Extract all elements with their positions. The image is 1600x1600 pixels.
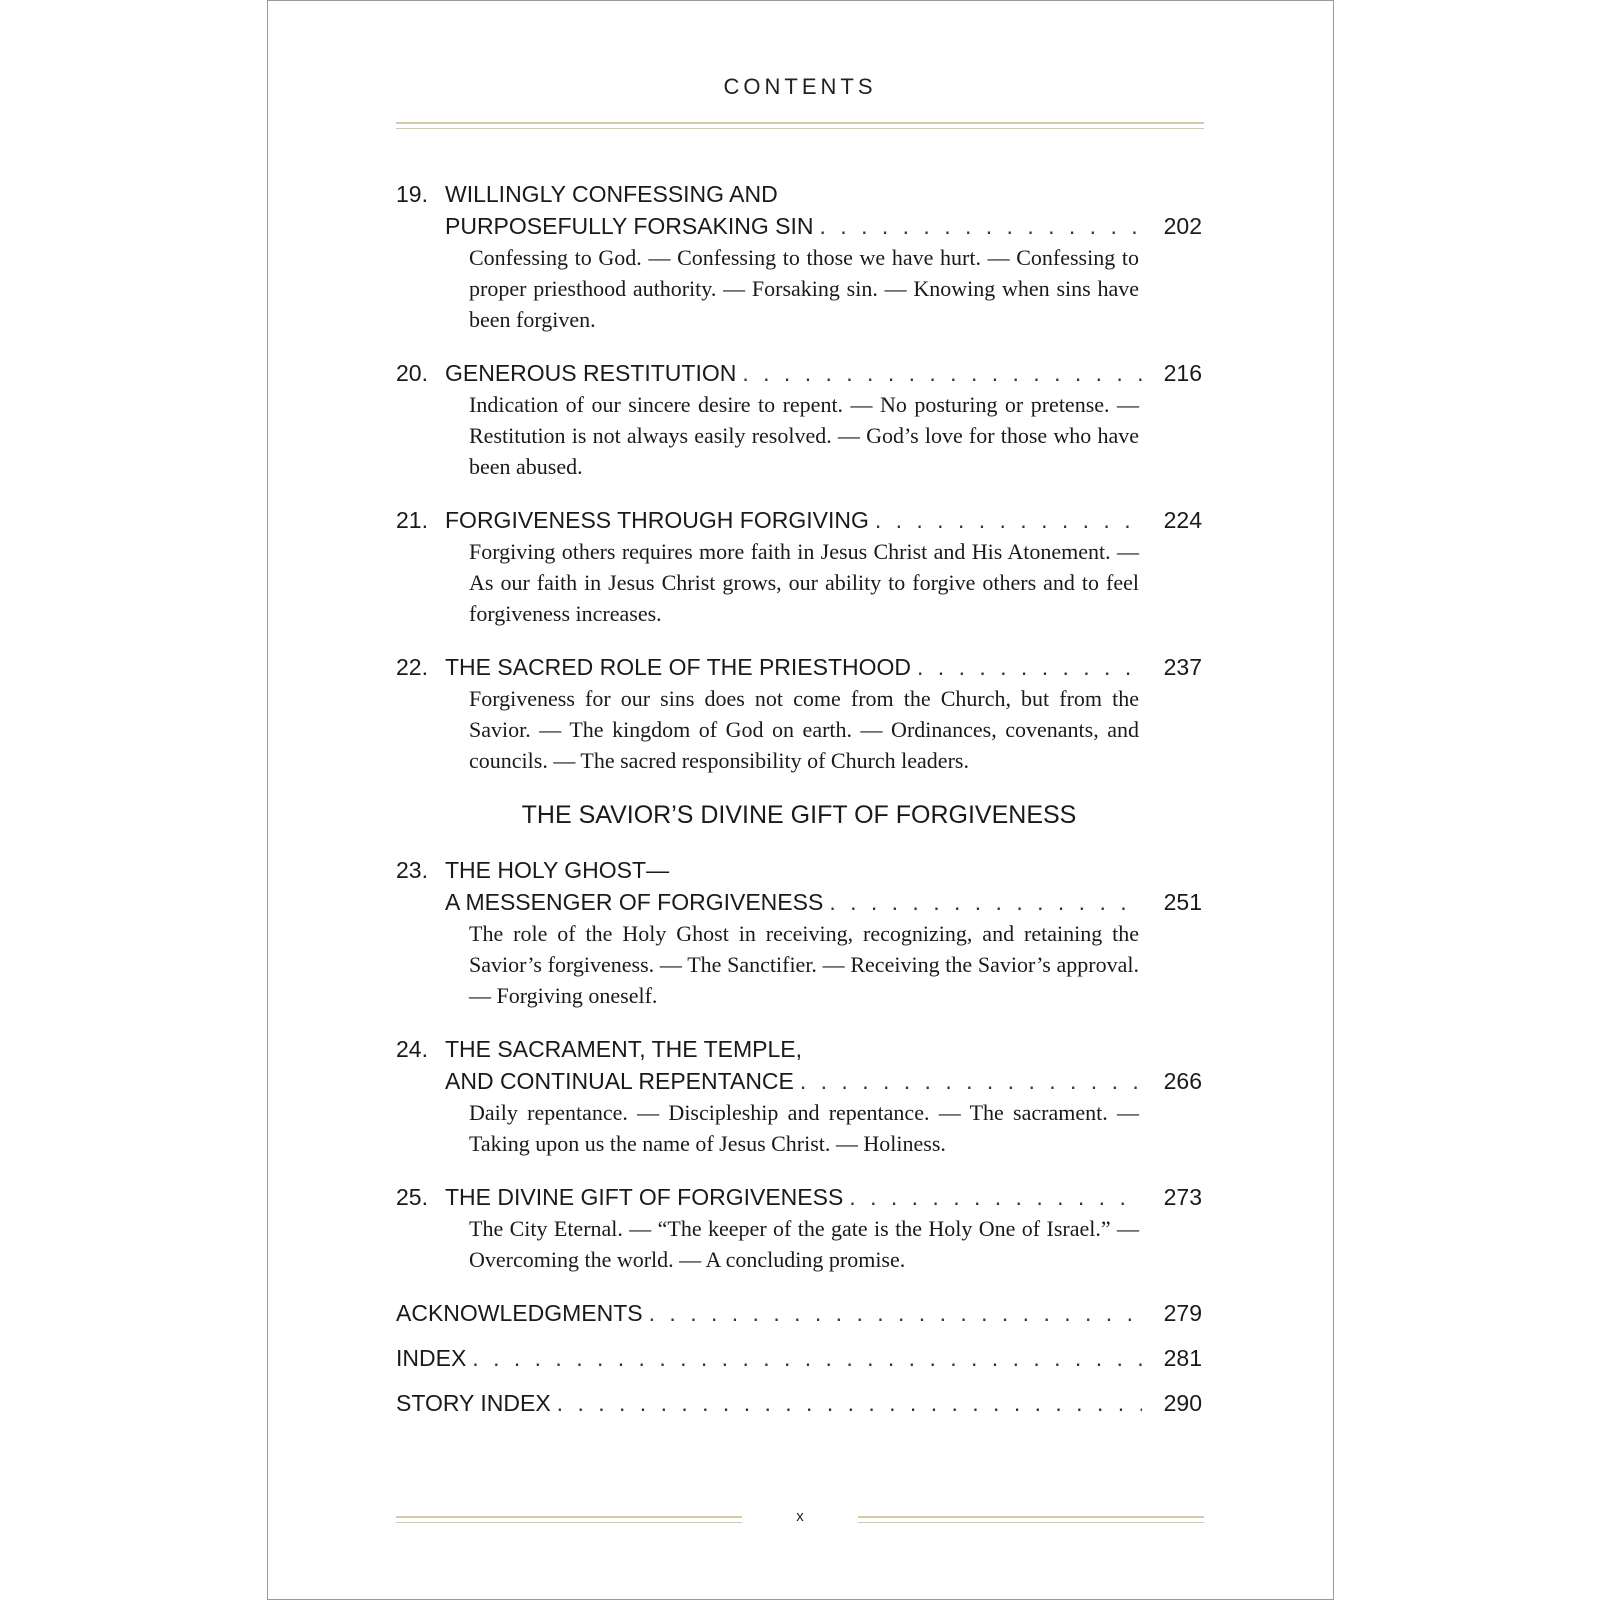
- entry-number: 23.: [396, 857, 428, 883]
- toc-entry-21[interactable]: [396, 504, 1202, 629]
- dot-leader: [829, 886, 1142, 918]
- entry-title: WILLINGLY CONFESSING AND: [445, 181, 778, 207]
- entry-number: 21.: [396, 507, 428, 533]
- toc-entry-25[interactable]: [396, 1181, 1202, 1275]
- entry-title-line: [445, 651, 1202, 683]
- entry-title-line: [445, 504, 1202, 536]
- entry-title: PURPOSEFULLY FORSAKING SIN: [445, 213, 814, 239]
- entry-description: Indication of our sincere desire to repent. — No posturing or pretense. — Restitution is not always easily resolved. — God’s love for those who have been abused.: [469, 392, 1139, 479]
- dot-leader: [649, 1297, 1142, 1329]
- dot-leader: [917, 651, 1142, 683]
- entry-title: STORY INDEX: [396, 1390, 551, 1416]
- footer-rule-right-top: [858, 1516, 1204, 1518]
- dot-leader: [472, 1342, 1142, 1374]
- toc-entry-23[interactable]: [396, 854, 1202, 1011]
- entry-page-number: 224: [1163, 507, 1202, 533]
- entry-title: THE SACRED ROLE OF THE PRIESTHOOD: [445, 654, 912, 680]
- toc-list: [396, 178, 1202, 1419]
- entry-title-line: [445, 886, 1202, 918]
- toc-entry-index[interactable]: [396, 1342, 1202, 1374]
- dot-leader: [557, 1387, 1142, 1419]
- entry-title-line: [396, 1387, 1202, 1419]
- entry-title-line: [445, 1033, 1202, 1065]
- entry-title-line: [445, 1065, 1202, 1097]
- header-rule-bottom: [396, 128, 1204, 129]
- header-rule-top: [396, 122, 1204, 124]
- entry-description: Forgiving others requires more faith in Jesus Christ and His Atonement. — As our faith in Jesus Christ grows, our ability to forgive others and to feel forgiveness increases.: [469, 539, 1139, 626]
- toc-entry-22[interactable]: [396, 651, 1202, 776]
- entry-title-line: [445, 357, 1202, 389]
- entry-title-line: [445, 854, 1202, 886]
- entry-description: The role of the Holy Ghost in receiving, recognizing, and retaining the Savior’s forgiveness. — The Sanctifier. — Receiving the Savior’s approval. — Forgiving oneself.: [469, 921, 1139, 1008]
- entry-title-line: [445, 178, 1202, 210]
- entry-title-line: [396, 1297, 1202, 1329]
- dot-leader: [820, 210, 1142, 242]
- entry-title-line: [396, 1342, 1202, 1374]
- dot-leader: [875, 504, 1142, 536]
- entry-title: AND CONTINUAL REPENTANCE: [445, 1068, 794, 1094]
- toc-entry-story-index[interactable]: [396, 1387, 1202, 1419]
- entry-number: 25.: [396, 1184, 428, 1210]
- entry-title: ACKNOWLEDGMENTS: [396, 1300, 643, 1326]
- toc-entry-20[interactable]: [396, 357, 1202, 482]
- entry-description: Confessing to God. — Confessing to those we have hurt. — Confessing to proper priesthood authority. — Forsaking sin. — Knowing when sins have been forgiven.: [469, 245, 1139, 332]
- entry-title: THE DIVINE GIFT OF FORGIVENESS: [445, 1184, 844, 1210]
- entry-title-line: [445, 1181, 1202, 1213]
- entry-title: THE HOLY GHOST—: [445, 857, 670, 883]
- entry-description: The City Eternal. — “The keeper of the gate is the Holy One of Israel.” — Overcoming the world. — A concluding promise.: [469, 1216, 1139, 1272]
- contents-heading: CONTENTS: [723, 74, 877, 99]
- section-heading: THE SAVIOR’S DIVINE GIFT OF FORGIVENESS: [521, 801, 1077, 829]
- toc-entry-19[interactable]: [396, 178, 1202, 335]
- dot-leader: [849, 1181, 1142, 1213]
- toc-entry-acknowledgments[interactable]: [396, 1297, 1202, 1329]
- entry-title-line: [445, 210, 1202, 242]
- toc-entry-24[interactable]: [396, 1033, 1202, 1159]
- footer-rule-left-top: [396, 1516, 742, 1518]
- entry-page-number: 273: [1163, 1184, 1202, 1210]
- entry-description: Daily repentance. — Discipleship and repentance. — The sacrament. — Taking upon us the name of Jesus Christ. — Holiness.: [469, 1100, 1139, 1156]
- entry-page-number: 266: [1163, 1068, 1202, 1094]
- entry-page-number: 237: [1163, 654, 1202, 680]
- entry-title: A MESSENGER OF FORGIVENESS: [445, 889, 824, 915]
- entry-page-number: 279: [1163, 1300, 1202, 1326]
- entry-number: 20.: [396, 360, 428, 386]
- entry-title: INDEX: [396, 1345, 467, 1371]
- entry-title: FORGIVENESS THROUGH FORGIVING: [445, 507, 869, 533]
- page-number: x: [796, 1508, 804, 1525]
- entry-page-number: 202: [1163, 213, 1202, 239]
- entry-title: GENEROUS RESTITUTION: [445, 360, 737, 386]
- entry-page-number: 281: [1163, 1345, 1202, 1371]
- entry-number: 22.: [396, 654, 428, 680]
- entry-page-number: 251: [1163, 889, 1202, 915]
- entry-description: Forgiveness for our sins does not come from the Church, but from the Savior. — The kingdom of God on earth. — Ordinances, covenants, and councils. — The sacred responsibility of Church leaders.: [469, 686, 1139, 773]
- entry-page-number: 290: [1163, 1390, 1202, 1416]
- dot-leader: [742, 357, 1142, 389]
- entry-page-number: 216: [1163, 360, 1202, 386]
- entry-number: 19.: [396, 181, 428, 207]
- entry-title: THE SACRAMENT, THE TEMPLE,: [445, 1036, 802, 1062]
- footer-rule-left-bottom: [396, 1522, 742, 1523]
- dot-leader: [800, 1065, 1142, 1097]
- entry-number: 24.: [396, 1036, 428, 1062]
- footer-rule-right-bottom: [858, 1522, 1204, 1523]
